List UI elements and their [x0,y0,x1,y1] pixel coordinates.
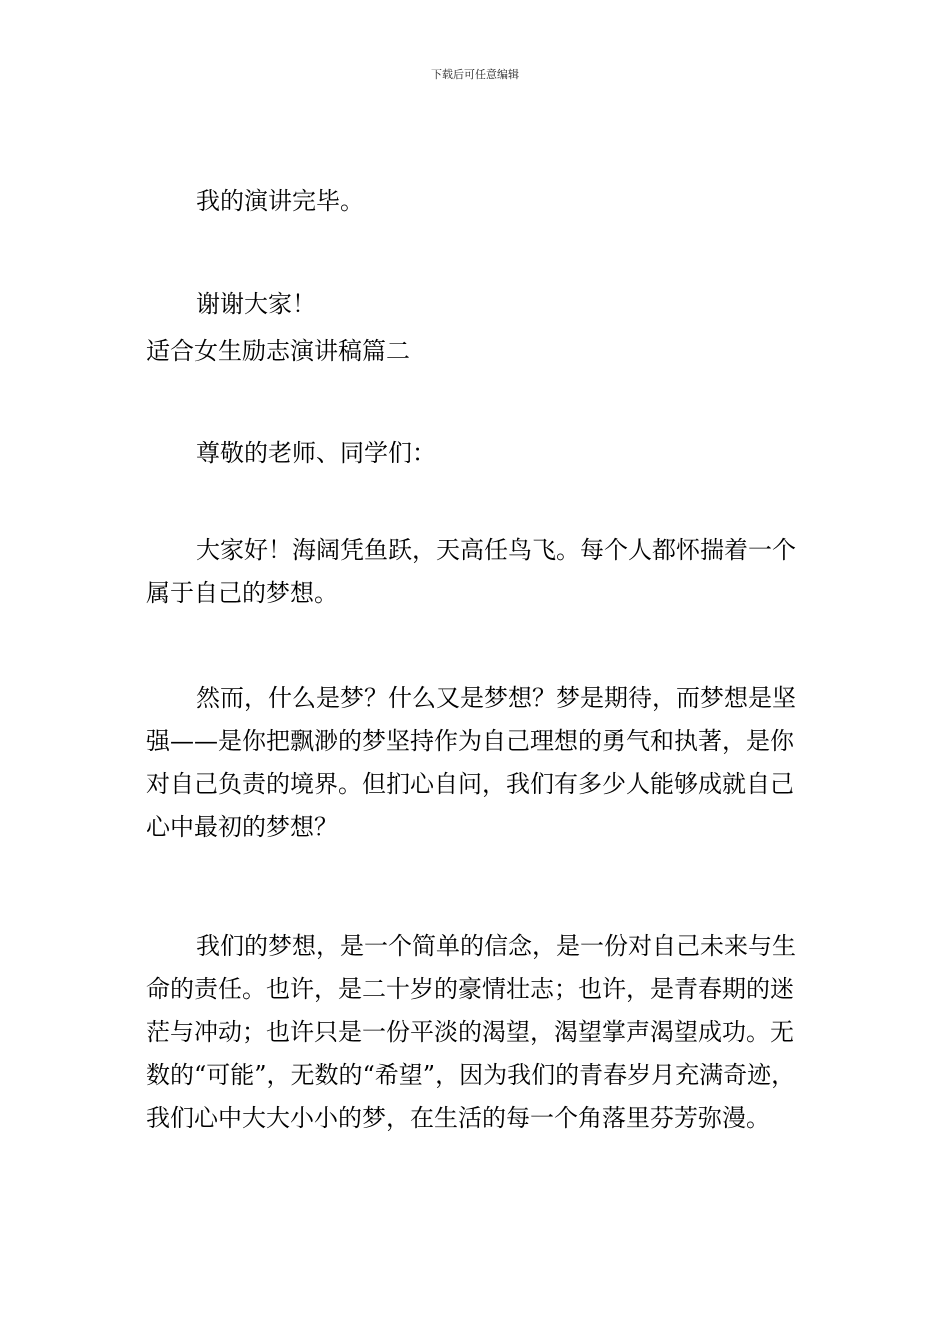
thanks-paragraph: 谢谢大家！ [196,290,316,318]
body-paragraph: 然而，什么是梦？什么又是梦想？梦是期待，而梦想是坚强——是你把飘渺的梦坚持作为自己理想的勇气和执著，是你对自己负责的境界。但扪心自问，我们有多少人能够成就自己心中最初的梦想？ [146,684,796,841]
section-title: 适合女生励志演讲稿篇二 [146,337,410,365]
closing-paragraph: 我的演讲完毕。 [196,187,364,215]
greeting-paragraph: 尊敬的老师、同学们： [196,439,436,467]
body-paragraph: 我们的梦想，是一个简单的信念，是一份对自己未来与生命的责任。也许，是二十岁的豪情壮志；也许，是青春期的迷茫与冲动；也许只是一份平淡的渴望，渴望掌声渴望成功。无数的“可能”，无数的“希望”，因为我们的青春岁月充满奇迹，我们心中大大小小的梦，在生活的每一个角落里芬芳弥漫。 [146,932,796,1132]
body-paragraph: 大家好！海阔凭鱼跃，天高任鸟飞。每个人都怀揣着一个属于自己的梦想。 [146,536,796,607]
page-header-note: 下载后可任意编辑 [431,68,519,81]
